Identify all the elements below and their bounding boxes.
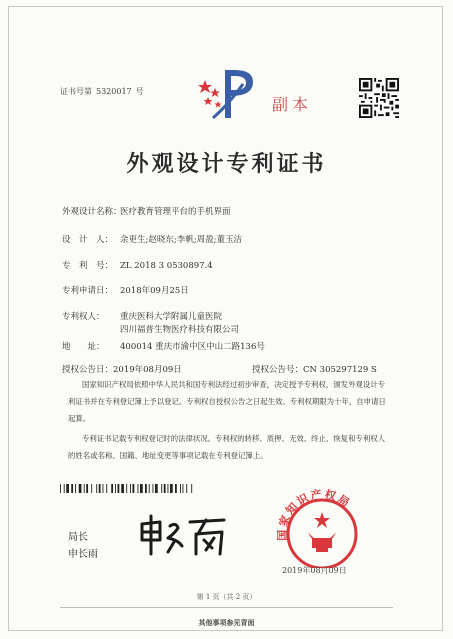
qr-code-icon [359,78,399,118]
field-value: 重庆医科大学附属儿童医院 [120,312,223,322]
field-label: 专利申请日： [62,286,114,296]
field-label: 专利权人： [62,312,105,322]
field-label: 设 计 人： [62,235,114,245]
seal-date: 2019年08月09日 [282,566,347,575]
field-value: 四川福普生物医疗科技有限公司 [120,325,240,335]
field-label: 地 址： [62,342,105,352]
page-number: 第 1 页（共 2 页） [196,593,257,601]
field-label: 专 利 号： [62,261,114,271]
field-filing-date [62,284,189,296]
seal-text: 国家知识产权局 [275,488,354,541]
field-value: 余更生;赵晓东;李帆;周盈;董玉洁 [120,235,242,245]
legal-status-note: 专利证书记载专利权登记时的法律状况。专利权的转移、质押、无效、终止、恢复和专利权人的姓名或名称、国籍、地址变更等事项记载在专利登记簿上。 [68,434,386,460]
field-label: 外观设计名称： [62,207,122,217]
field-design-name [62,205,231,217]
field-value: 2018年09月25日 [120,286,189,296]
grant-date [62,363,182,375]
certificate-title: 外观设计专利证书 [126,151,327,177]
field-value: ZL 2018 3 0530897.4 [120,261,213,271]
grant-date-value: 2019年08月09日 [113,365,182,375]
copy-stamp: 副本 [272,95,313,114]
grant-statement: 国家知识产权局依照中华人民共和国专利法经过初步审查，决定授予专利权，颁发外观设计专利证书并在专利登记簿上予以登记。专利权自授权公告之日起生效。专利权期限为十年，自申请日起算。 [68,380,386,423]
handwritten-signature-icon [138,512,228,558]
certificate-number [60,86,148,97]
footer-divider [60,607,393,608]
cert-number-suffix: 号 [135,87,144,96]
field-patentee-1 [62,310,222,322]
grant-pub-number [252,363,377,375]
field-value: 400014 重庆市渝中区中山二路136号 [120,342,265,352]
field-address [62,340,265,352]
cert-number-value: 5320017 [96,87,132,96]
signature-title-director: 局长 [68,532,88,543]
cnipa-logo-icon [195,66,263,122]
field-patentee-2 [62,323,239,335]
grant-pub-label: 授权公告号： [252,365,304,375]
field-designers [62,233,242,245]
svg-text:国家知识产权局 [275,488,353,541]
grant-pub-value: CN 305297129 S [303,365,377,375]
footer-note: 其他事项参见背面 [198,618,255,627]
barcode-icon [60,484,235,493]
signature-name-print: 申长雨 [68,549,98,560]
field-patent-number [62,259,213,271]
official-seal-icon [272,488,372,568]
field-value: 医疗教育管理平台的手机界面 [120,207,231,217]
cert-number-label: 证书号第 [60,87,92,96]
grant-date-label: 授权公告日： [62,365,114,375]
